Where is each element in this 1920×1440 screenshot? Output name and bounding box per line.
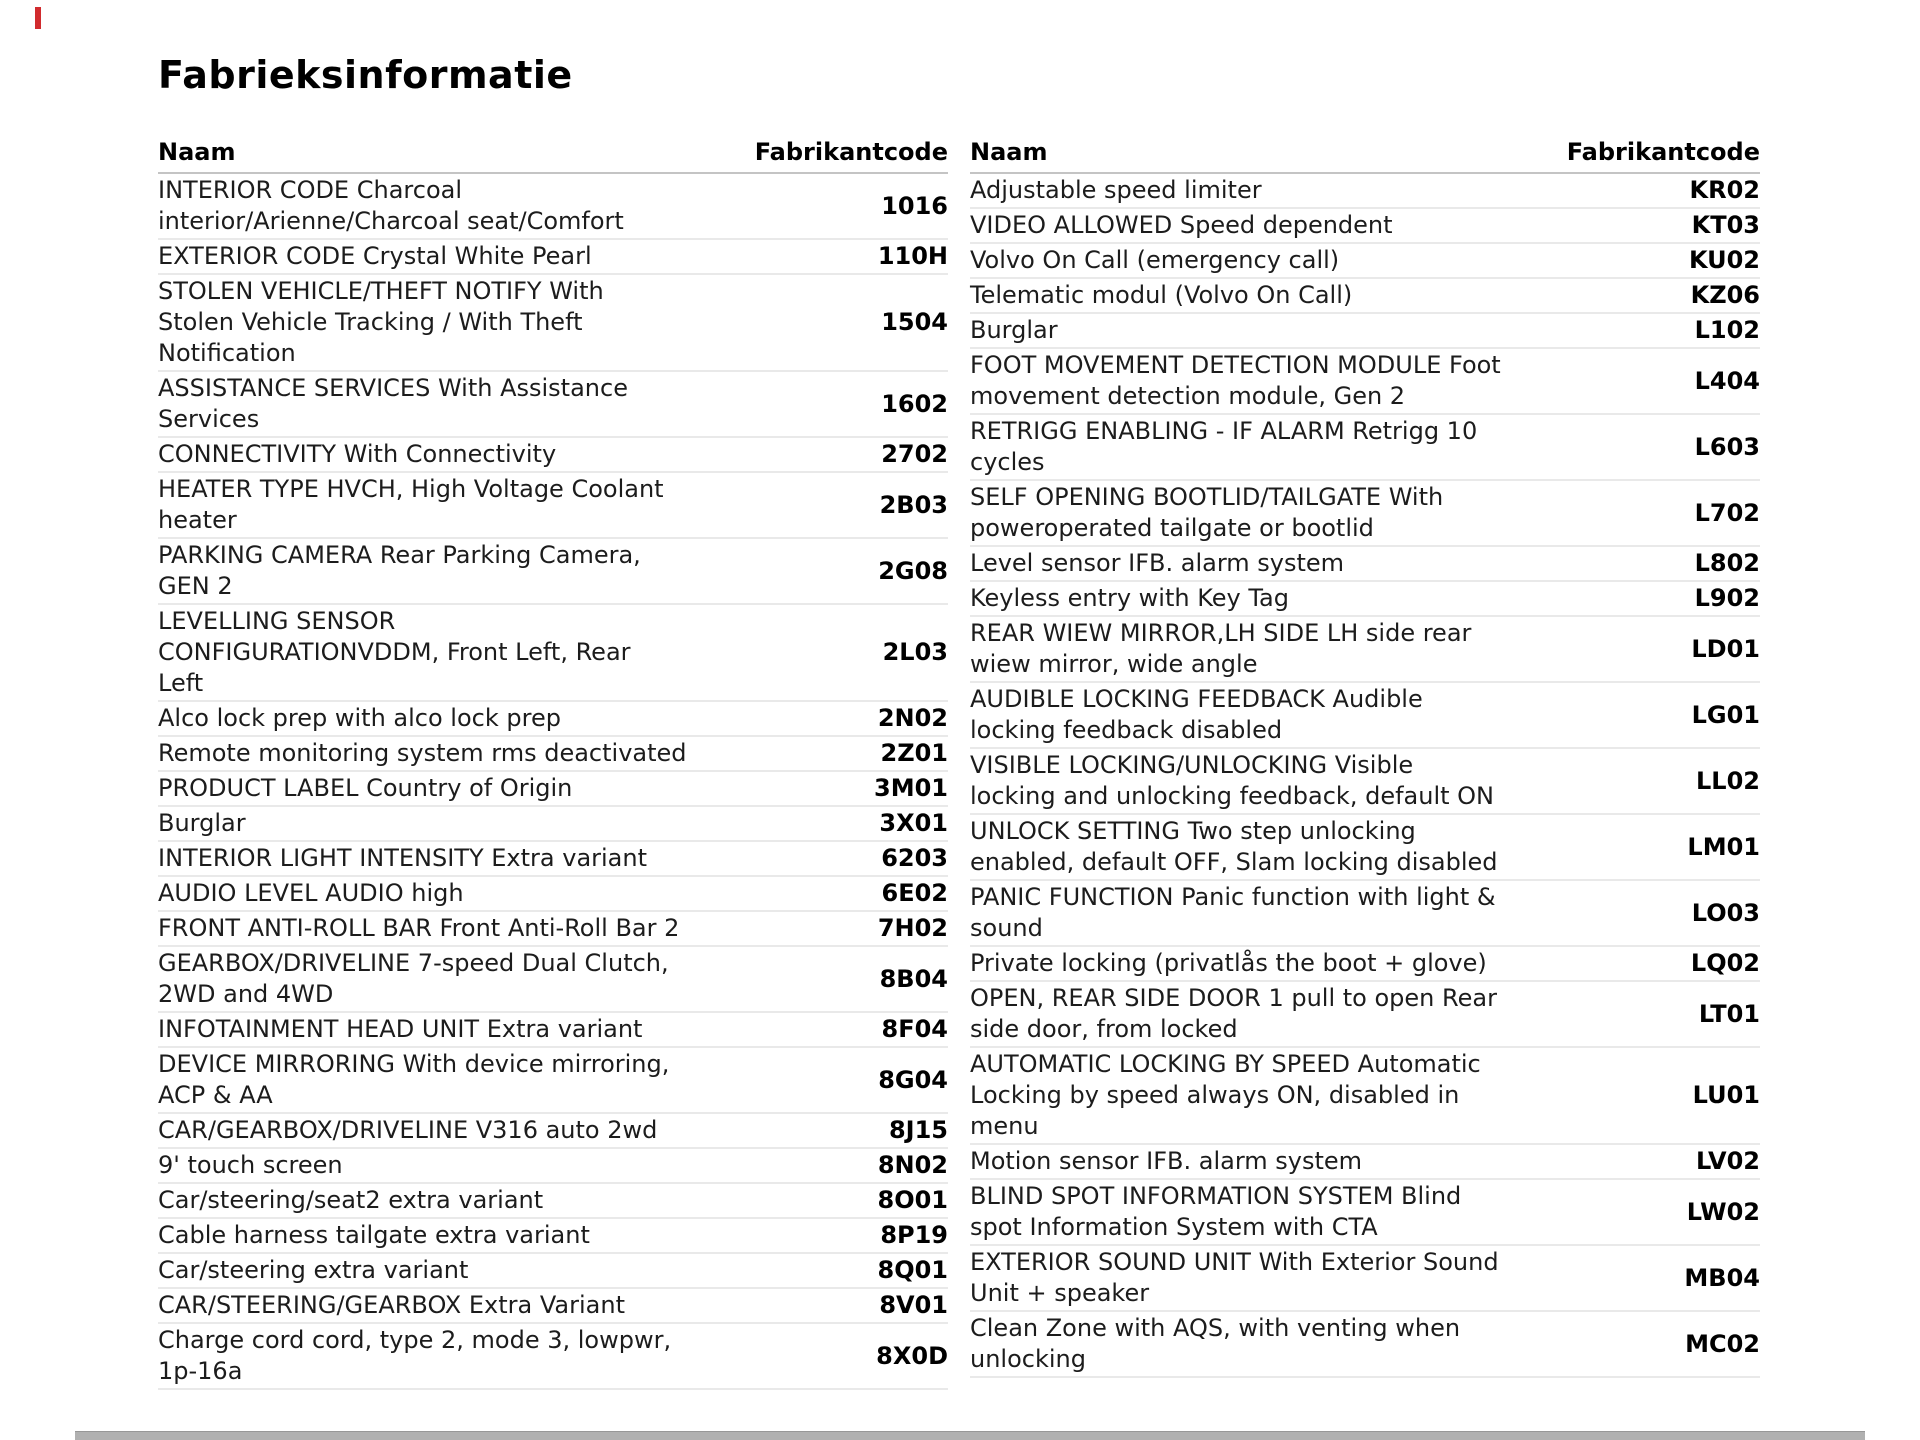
manufacturer-code: MC02	[1685, 1329, 1760, 1358]
table-row	[970, 244, 1760, 279]
table-row	[158, 772, 948, 807]
option-name: HEATER TYPE HVCH, High Voltage Coolant heater	[158, 475, 664, 534]
table-row	[970, 1048, 1760, 1145]
manufacturer-code: LD01	[1691, 634, 1760, 663]
option-name: Burglar	[970, 316, 1058, 344]
manufacturer-code: 2702	[881, 440, 948, 468]
manufacturer-code: 3M01	[874, 774, 948, 802]
option-name: PARKING CAMERA Rear Parking Camera, GEN 2	[158, 541, 641, 600]
option-name: Adjustable speed limiter	[970, 176, 1262, 204]
manufacturer-code: 8N02	[877, 1151, 948, 1179]
option-name: EXTERIOR CODE Crystal White Pearl	[158, 242, 592, 270]
manufacturer-code: 6203	[881, 844, 948, 872]
manufacturer-code: LO03	[1691, 898, 1760, 927]
table-row	[970, 174, 1760, 209]
option-name: OPEN, REAR SIDE DOOR 1 pull to open Rear side door, from locked	[970, 984, 1497, 1043]
table-row	[970, 881, 1760, 947]
option-name: 9' touch screen	[158, 1151, 343, 1179]
manufacturer-code: 2Z01	[880, 739, 948, 767]
page-title: Fabrieksinformatie	[158, 53, 573, 97]
table-row	[970, 1312, 1760, 1378]
option-name: Volvo On Call (emergency call)	[970, 246, 1340, 274]
option-name: CAR/STEERING/GEARBOX Extra Variant	[158, 1291, 625, 1319]
manufacturer-code: 8B04	[879, 964, 948, 993]
option-name: Burglar	[158, 809, 246, 837]
column-header-fabrikantcode: Fabrikantcode	[1566, 138, 1760, 166]
table-row	[970, 314, 1760, 349]
option-name: Alco lock prep with alco lock prep	[158, 704, 561, 732]
manufacturer-code: KU02	[1688, 246, 1760, 274]
option-name: Level sensor IFB. alarm system	[970, 549, 1345, 577]
manufacturer-code: 6E02	[881, 879, 948, 907]
option-name: VIDEO ALLOWED Speed dependent	[970, 211, 1393, 239]
table-row	[158, 605, 948, 702]
table-row	[158, 1048, 948, 1114]
manufacturer-code: KT03	[1691, 211, 1760, 239]
option-name: AUDIO LEVEL AUDIO high	[158, 879, 464, 907]
manufacturer-code: L702	[1694, 498, 1760, 527]
table-row	[158, 240, 948, 275]
option-name: AUTOMATIC LOCKING BY SPEED Automatic Locking by speed always ON, disabled in menu	[970, 1050, 1481, 1140]
table-row	[158, 947, 948, 1013]
option-name: REAR WIEW MIRROR,LH SIDE LH side rear wiew mirror, wide angle	[970, 619, 1472, 678]
tables-container	[158, 137, 1760, 1390]
table-row	[970, 481, 1760, 547]
manufacturer-code: LV02	[1696, 1147, 1760, 1175]
manufacturer-code: KZ06	[1690, 281, 1760, 309]
table-row	[158, 737, 948, 772]
table-row	[970, 209, 1760, 244]
content-area	[158, 52, 1760, 1390]
table-row	[158, 1184, 948, 1219]
manufacturer-code: 1602	[881, 389, 948, 418]
option-name: PRODUCT LABEL Country of Origin	[158, 774, 573, 802]
option-name: Clean Zone with AQS, with venting when unlocking	[970, 1314, 1461, 1373]
table-row	[158, 1013, 948, 1048]
table-row	[158, 275, 948, 372]
manufacturer-code: 8Q01	[877, 1256, 948, 1284]
manufacturer-code: MB04	[1684, 1263, 1760, 1292]
option-name: Car/steering/seat2 extra variant	[158, 1186, 544, 1214]
manufacturer-code: LW02	[1686, 1197, 1760, 1226]
table-row	[970, 1246, 1760, 1312]
option-name: UNLOCK SETTING Two step unlocking enabled, default OFF, Slam locking disabled	[970, 817, 1498, 876]
factory-info-table-left	[158, 137, 948, 1390]
table-row	[158, 1324, 948, 1390]
manufacturer-code: L404	[1694, 366, 1760, 395]
table-row	[158, 1149, 948, 1184]
table-row	[158, 438, 948, 473]
table-row	[970, 815, 1760, 881]
column-header-fabrikantcode: Fabrikantcode	[754, 138, 948, 166]
option-name: GEARBOX/DRIVELINE 7-speed Dual Clutch, 2WD and 4WD	[158, 949, 669, 1008]
option-name: Charge cord cord, type 2, mode 3, lowpwr, 1p-16a	[158, 1326, 672, 1385]
manufacturer-code: LQ02	[1690, 949, 1760, 977]
option-name: Cable harness tailgate extra variant	[158, 1221, 590, 1249]
table-row	[970, 1180, 1760, 1246]
table-row	[158, 1114, 948, 1149]
option-name: INFOTAINMENT HEAD UNIT Extra variant	[158, 1015, 643, 1043]
manufacturer-code: 8V01	[879, 1291, 948, 1319]
table-row	[970, 947, 1760, 982]
table-row	[158, 702, 948, 737]
option-name: Keyless entry with Key Tag	[970, 584, 1289, 612]
option-name: INTERIOR CODE Charcoal interior/Arienne/Charcoal seat/Comfort	[158, 176, 624, 235]
option-name: LEVELLING SENSOR CONFIGURATIONVDDM, Front Left, Rear Left	[158, 607, 631, 697]
option-name: FRONT ANTI-ROLL BAR Front Anti-Roll Bar 2	[158, 914, 680, 942]
manufacturer-code: LT01	[1698, 999, 1760, 1028]
table-row	[158, 877, 948, 912]
table-row	[158, 1219, 948, 1254]
column-header-naam: Naam	[158, 138, 236, 166]
option-name: INTERIOR LIGHT INTENSITY Extra variant	[158, 844, 648, 872]
manufacturer-code: LL02	[1696, 766, 1760, 795]
table-row	[158, 174, 948, 240]
table-header	[158, 137, 948, 174]
option-name: STOLEN VEHICLE/THEFT NOTIFY With Stolen Vehicle Tracking / With Theft Notification	[158, 277, 604, 367]
manufacturer-code: LG01	[1691, 700, 1760, 729]
manufacturer-code: L603	[1694, 432, 1760, 461]
table-row	[970, 1145, 1760, 1180]
option-name: ASSISTANCE SERVICES With Assistance Services	[158, 374, 628, 433]
manufacturer-code: 8O01	[877, 1186, 948, 1214]
option-name: Motion sensor IFB. alarm system	[970, 1147, 1363, 1175]
manufacturer-code: 1504	[881, 308, 948, 336]
table-row	[970, 279, 1760, 314]
table-row	[970, 415, 1760, 481]
table-body	[970, 174, 1760, 1378]
table-row	[158, 1289, 948, 1324]
table-row	[970, 582, 1760, 617]
manufacturer-code: 8P19	[880, 1221, 948, 1249]
table-header	[970, 137, 1760, 174]
table-row	[158, 539, 948, 605]
manufacturer-code: L102	[1694, 316, 1760, 344]
option-name: CAR/GEARBOX/DRIVELINE V316 auto 2wd	[158, 1116, 658, 1144]
horizontal-scrollbar[interactable]	[75, 1431, 1865, 1440]
option-name: PANIC FUNCTION Panic function with light & sound	[970, 883, 1496, 942]
manufacturer-code: 8F04	[881, 1015, 948, 1043]
table-row	[970, 749, 1760, 815]
option-name: EXTERIOR SOUND UNIT With Exterior Sound Unit + speaker	[970, 1248, 1499, 1307]
manufacturer-code: KR02	[1689, 176, 1760, 204]
manufacturer-code: 7H02	[877, 914, 948, 942]
table-row	[158, 1254, 948, 1289]
option-name: Telematic modul (Volvo On Call)	[970, 281, 1353, 309]
option-name: AUDIBLE LOCKING FEEDBACK Audible locking feedback disabled	[970, 685, 1423, 744]
manufacturer-code: 3X01	[879, 809, 948, 837]
factory-info-table-right	[970, 137, 1760, 1378]
table-row	[158, 372, 948, 438]
manufacturer-code: 2N02	[877, 704, 948, 732]
option-name: SELF OPENING BOOTLID/TAILGATE With poweroperated tailgate or bootlid	[970, 483, 1444, 542]
option-name: BLIND SPOT INFORMATION SYSTEM Blind spot Information System with CTA	[970, 1182, 1462, 1241]
manufacturer-code: 8X0D	[876, 1341, 948, 1370]
table-row	[970, 617, 1760, 683]
table-row	[970, 547, 1760, 582]
manufacturer-code: LM01	[1687, 832, 1760, 861]
manufacturer-code: LU01	[1692, 1081, 1760, 1109]
option-name: Remote monitoring system rms deactivated	[158, 739, 687, 767]
red-accent-marker	[35, 7, 41, 29]
option-name: CONNECTIVITY With Connectivity	[158, 440, 557, 468]
table-row	[970, 349, 1760, 415]
table-row	[158, 473, 948, 539]
manufacturer-code: 1016	[881, 191, 948, 220]
manufacturer-code: 2L03	[882, 638, 948, 666]
column-header-naam: Naam	[970, 138, 1048, 166]
manufacturer-code: 110H	[877, 242, 948, 270]
option-name: VISIBLE LOCKING/UNLOCKING Visible locking and unlocking feedback, default ON	[970, 751, 1495, 810]
option-name: Car/steering extra variant	[158, 1256, 469, 1284]
table-row	[158, 912, 948, 947]
manufacturer-code: 8J15	[888, 1116, 948, 1144]
table-row	[970, 683, 1760, 749]
manufacturer-code: L802	[1694, 549, 1760, 577]
table-row	[970, 982, 1760, 1048]
table-row	[158, 842, 948, 877]
manufacturer-code: L902	[1694, 584, 1760, 612]
option-name: FOOT MOVEMENT DETECTION MODULE Foot movement detection module, Gen 2	[970, 351, 1501, 410]
option-name: RETRIGG ENABLING - IF ALARM Retrigg 10 cycles	[970, 417, 1478, 476]
manufacturer-code: 2B03	[879, 490, 948, 519]
table-body	[158, 174, 948, 1390]
option-name: Private locking (privatlås the boot + glove)	[970, 949, 1487, 977]
option-name: DEVICE MIRRORING With device mirroring, ACP & AA	[158, 1050, 670, 1109]
manufacturer-code: 8G04	[878, 1065, 948, 1094]
table-row	[158, 807, 948, 842]
manufacturer-code: 2G08	[878, 556, 948, 585]
